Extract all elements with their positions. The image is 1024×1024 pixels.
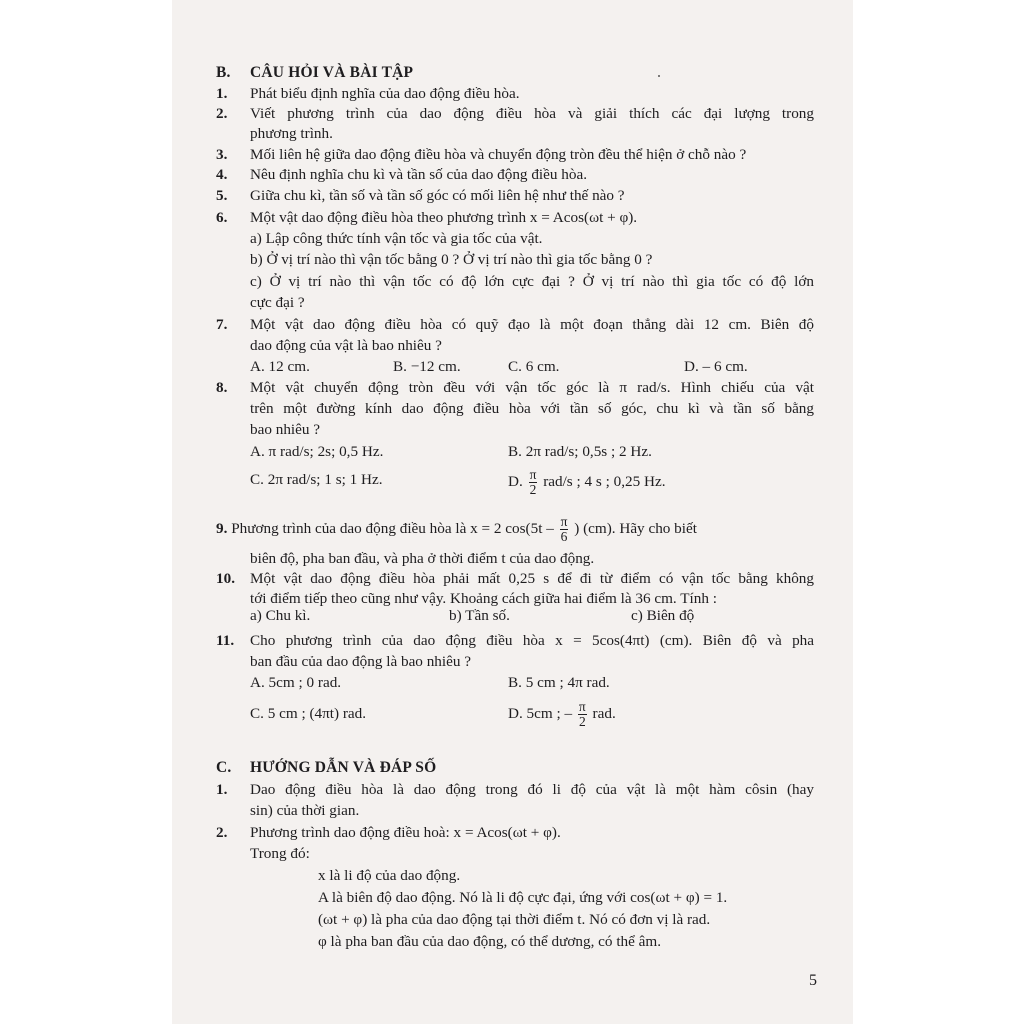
definition-item: x là li độ của dao động. (318, 867, 461, 884)
fraction-pi-over-2: $\frac{\pi}{2}$ (529, 467, 537, 498)
sub-question-c-cont: cực đại ? (250, 294, 305, 311)
section-c-title: HƯỚNG DẪN VÀ ĐÁP SỐ (250, 759, 437, 776)
question-text: Cho phương trình của dao động điều hòa x = 5cos(4πt) (cm). Biên độ và pha (250, 632, 814, 649)
question-text: Mối liên hệ giữa dao động điều hòa và chuyển động tròn đều thể hiện ở chỗ nào ? (250, 146, 747, 163)
question-text: biên độ, pha ban đầu, và pha ở thời điểm t của dao động. (250, 550, 595, 567)
option-d: D. – 6 cm. (684, 358, 748, 375)
answer-text: Dao động điều hòa là dao động trong đó li độ của vật là một hàm côsin (hay (250, 781, 814, 798)
question-text: bao nhiêu ? (250, 421, 321, 438)
book-page (172, 0, 853, 1024)
definition-item: (ωt + φ) là pha của dao động tại thời điểm t. Nó có đơn vị là rad. (318, 911, 711, 928)
question-number: 6. (216, 209, 228, 226)
question-number: 3. (216, 146, 228, 163)
option-b: b) Tần số. (449, 607, 510, 624)
option-a: A. 5cm ; 0 rad. (250, 674, 342, 691)
option-c: C. 6 cm. (508, 358, 560, 375)
question-text: ban đầu của dao động là bao nhiêu ? (250, 653, 471, 670)
option-b: B. 5 cm ; 4π rad. (508, 674, 610, 691)
question-text: Một vật dao động điều hòa phải mất 0,25 s để đi từ điểm có vận tốc bằng không (250, 570, 814, 587)
option-a: A. π rad/s; 2s; 0,5 Hz. (250, 443, 384, 460)
question-9-line (216, 505, 697, 553)
question-text: Một vật chuyển động tròn đều với vận tốc góc là π rad/s. Hình chiếu của vật (250, 379, 814, 396)
question-text: Viết phương trình của dao động điều hòa và giải thích các đại lượng trong (250, 105, 814, 122)
question-number: 8. (216, 379, 228, 396)
option-c: C. 2π rad/s; 1 s; 1 Hz. (250, 471, 383, 488)
option-d-text: rad. (592, 705, 616, 722)
question-text: dao động của vật là bao nhiêu ? (250, 337, 442, 354)
fraction-pi-over-6: $\frac{\pi}{6}$ (560, 514, 568, 545)
question-text: Nêu định nghĩa chu kì và tần số của dao động điều hòa. (250, 166, 587, 183)
question-text: tới điểm tiếp theo cũng như vậy. Khoảng cách giữa hai điểm là 36 cm. Tính : (250, 590, 717, 607)
definition-item: φ là pha ban đầu của dao động, có thể dương, có thể âm. (318, 933, 662, 950)
question-number: 2. (216, 105, 228, 122)
option-d-label: D. (508, 473, 523, 490)
page-number: 5 (809, 972, 817, 989)
option-d (508, 690, 616, 738)
answer-text: Phương trình dao động điều hoà: x = Acos(ωt + φ). (250, 824, 561, 841)
question-text: phương trình. (250, 125, 333, 142)
fraction-pi-over-2: $\frac{\pi}{2}$ (578, 699, 586, 730)
option-a: A. 12 cm. (250, 358, 310, 375)
sub-question-b: b) Ở vị trí nào thì vận tốc bằng 0 ? Ở vị trí nào thì gia tốc bằng 0 ? (250, 251, 653, 268)
question-text: Một vật dao động điều hòa theo phương trình x = Acos(ωt + φ). (250, 209, 638, 226)
option-a: a) Chu kì. (250, 607, 311, 624)
section-c-label: C. (216, 759, 232, 776)
paper-speck (658, 75, 660, 77)
question-number: 5. (216, 187, 228, 204)
question-number: 11. (216, 632, 235, 649)
option-d-label: D. 5cm ; – (508, 705, 573, 722)
answer-text: sin) của thời gian. (250, 802, 360, 819)
question-text: Một vật dao động điều hòa có quỹ đạo là một đoạn thẳng dài 12 cm. Biên độ (250, 316, 814, 333)
question-text: Giữa chu kì, tần số và tần số góc có mối liên hệ như thế nào ? (250, 187, 625, 204)
question-number: 7. (216, 316, 228, 333)
question-text: Phát biểu định nghĩa của dao động điều hòa. (250, 85, 520, 102)
option-b: B. 2π rad/s; 0,5s ; 2 Hz. (508, 443, 652, 460)
question-number: 9. (216, 520, 228, 537)
question-number: 4. (216, 166, 228, 183)
question-text: ) (cm). Hãy cho biết (574, 520, 697, 537)
answer-number: 2. (216, 824, 228, 841)
question-text: trên một đường kính dao động điều hòa với tần số góc, chu kì và tần số bằng (250, 400, 814, 417)
option-d (508, 458, 666, 506)
section-b-title: CÂU HỎI VÀ BÀI TẬP (250, 64, 414, 81)
question-text: Phương trình của dao động điều hòa là x = 2 cos(5t – (231, 520, 554, 537)
definition-item: A là biên độ dao động. Nó là li độ cực đại, ứng với cos(ωt + φ) = 1. (318, 889, 728, 906)
option-c: c) Biên độ (631, 607, 695, 624)
sub-question-a: a) Lập công thức tính vận tốc và gia tốc của vật. (250, 230, 543, 247)
sub-question-c: c) Ở vị trí nào thì vận tốc có độ lớn cực đại ? Ở vị trí nào thì gia tốc có độ lớn (250, 273, 814, 290)
question-number: 10. (216, 570, 235, 587)
option-c: C. 5 cm ; (4πt) rad. (250, 705, 367, 722)
option-d-text: rad/s ; 4 s ; 0,25 Hz. (543, 473, 666, 490)
section-b-label: B. (216, 64, 231, 81)
option-b: B. −12 cm. (393, 358, 461, 375)
question-number: 1. (216, 85, 228, 102)
answer-number: 1. (216, 781, 228, 798)
answer-where: Trong đó: (250, 845, 310, 862)
